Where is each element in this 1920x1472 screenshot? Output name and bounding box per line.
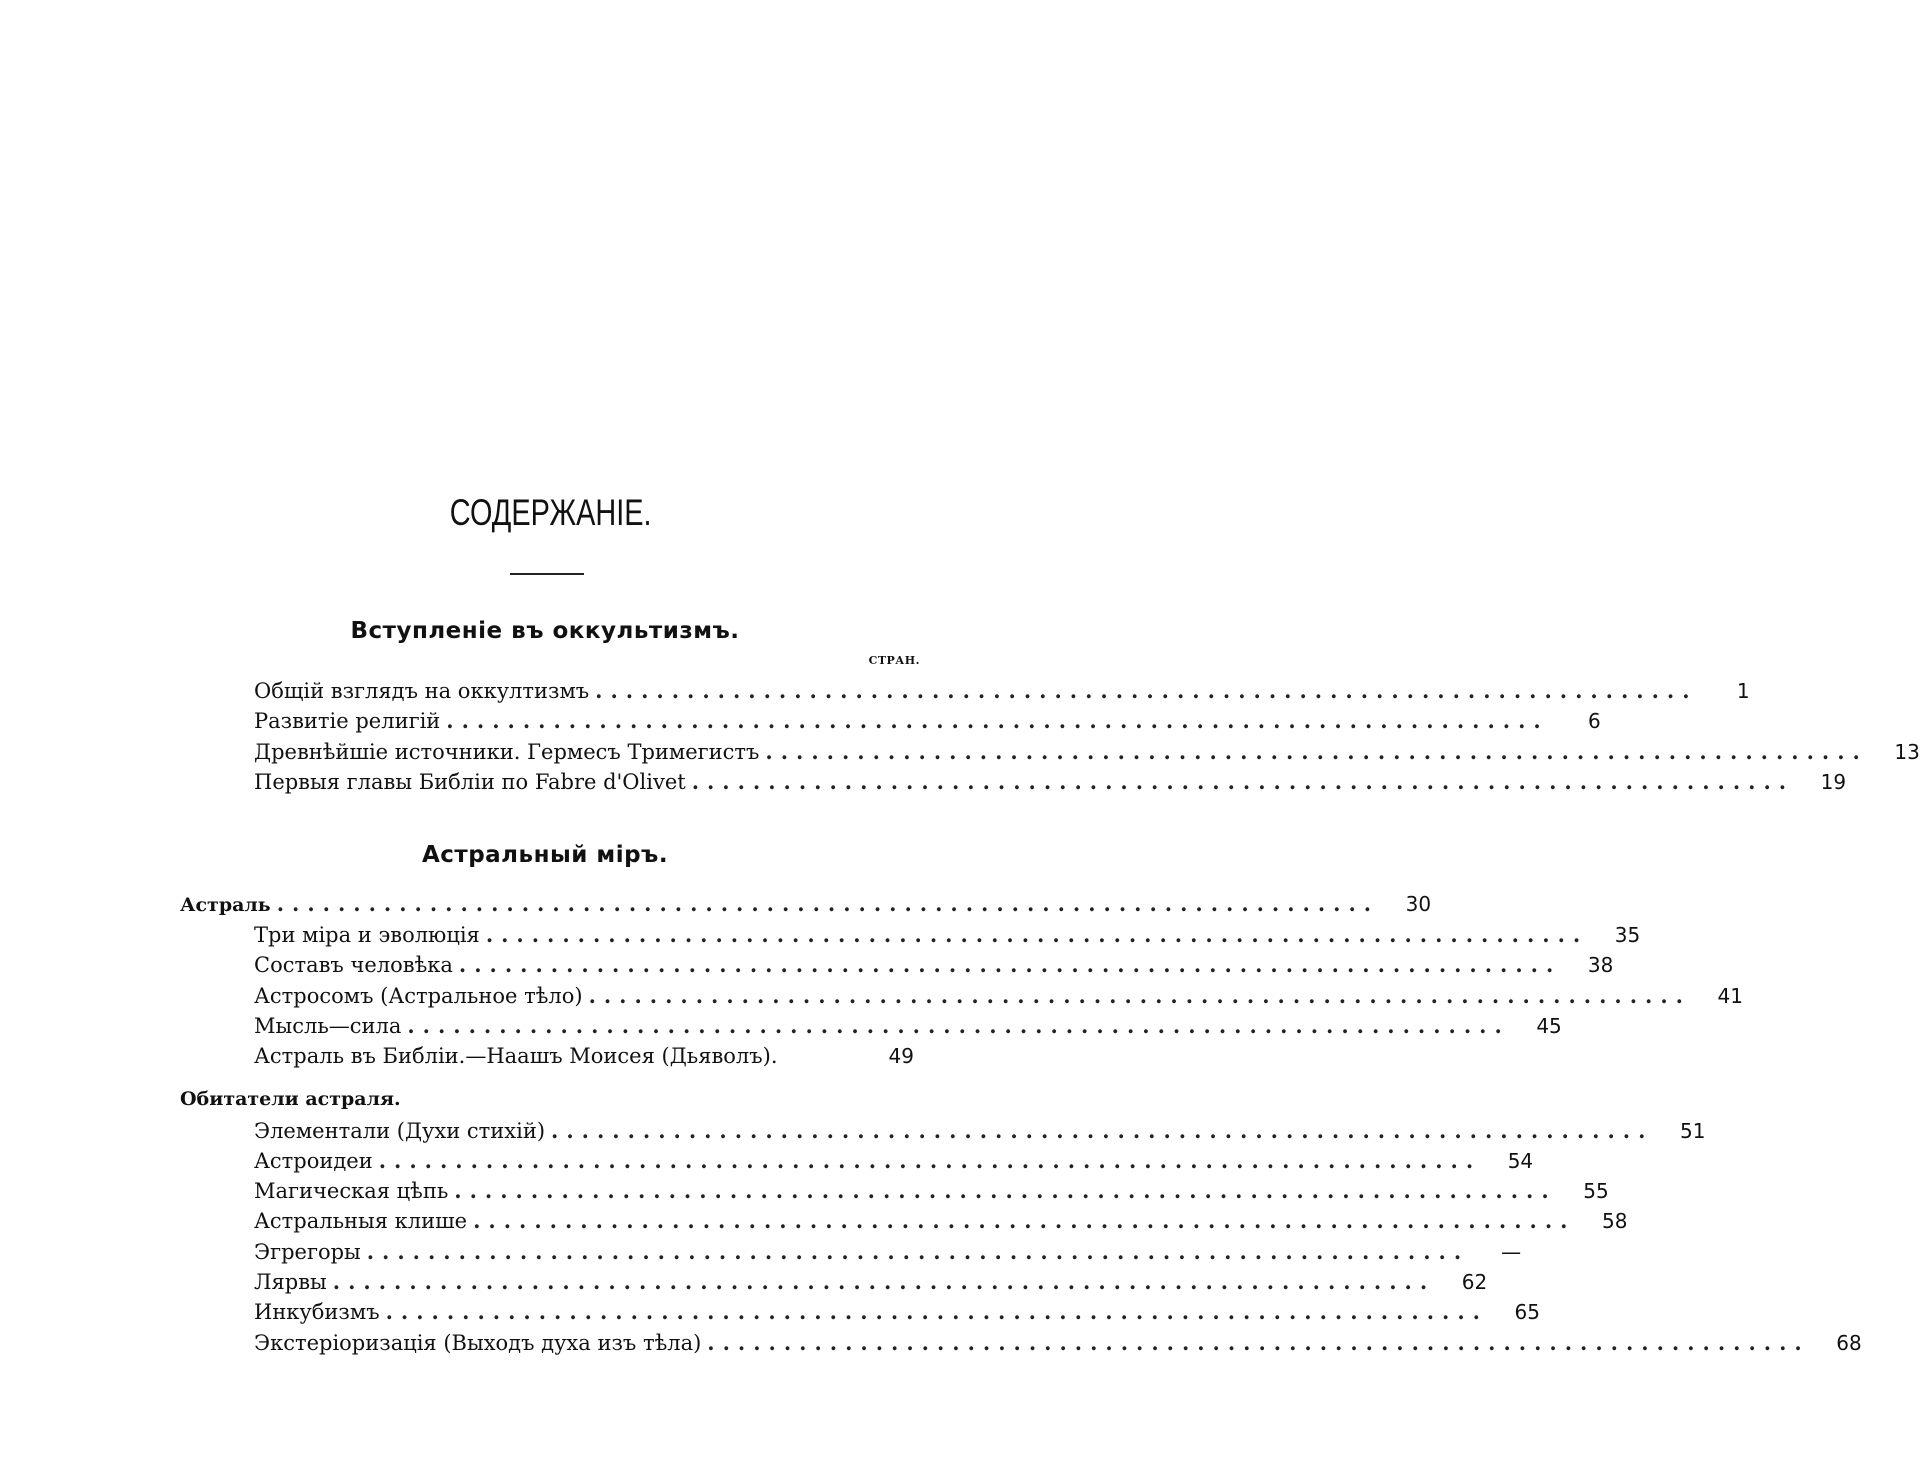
toc-entry[interactable] <box>254 1328 1862 1358</box>
dot-leader: ........................................................................ <box>385 1299 1488 1324</box>
dot-leader: ........................................................................ <box>707 1330 1810 1355</box>
toc-entry[interactable] <box>254 981 1743 1011</box>
page-column-label: СТРАН. <box>868 654 920 667</box>
page-title: СОДЕРЖАНІЕ. <box>449 492 652 533</box>
toc-entry-title: Общій взглядъ на оккултизмъ <box>254 679 590 703</box>
title-divider <box>510 573 584 575</box>
toc-group-entry[interactable] <box>180 889 1432 919</box>
toc-entry-page: 49 <box>888 1044 914 1068</box>
toc-entry-page: 65 <box>1514 1300 1540 1324</box>
toc-entry-page: 51 <box>1679 1119 1706 1143</box>
toc-entry-page: 68 <box>1836 1331 1862 1355</box>
toc-entry[interactable] <box>254 676 1750 706</box>
toc-entry-title: Лярвы <box>254 1270 327 1294</box>
toc-entry-page: 45 <box>1536 1014 1562 1038</box>
toc-entry-title: Развитіе религій <box>254 709 441 733</box>
toc-entry-title: Элементали (Духи стихій) <box>254 1119 546 1143</box>
toc-entry[interactable] <box>254 1011 1562 1041</box>
toc-entry[interactable] <box>254 767 1847 797</box>
dot-leader: ........................................................................ <box>485 922 1589 947</box>
dot-leader: ........................................................................ <box>595 678 1698 703</box>
dot-leader: ........................................................................ <box>378 1148 1482 1173</box>
toc-entry[interactable] <box>254 1146 1534 1176</box>
dot-leader: ........................................................................ <box>765 739 1868 764</box>
toc-entry[interactable] <box>254 1116 1706 1146</box>
toc-entry[interactable] <box>254 1297 1540 1327</box>
toc-entry-title: Первыя главы Библіи по Fabre d'Olivet <box>254 770 686 794</box>
toc-entry[interactable] <box>254 737 1920 767</box>
toc-entry-title: Эгрегоры <box>254 1240 361 1264</box>
toc-entry-title: Экстеріоризація (Выходъ духа изъ тѣла) <box>254 1331 702 1355</box>
dot-leader: ........................................................................ <box>551 1118 1654 1143</box>
toc-entry-page: — <box>1501 1240 1522 1264</box>
toc-group-title: Астраль <box>180 894 271 916</box>
toc-entry-title: Астральныя клише <box>254 1209 468 1233</box>
dot-leader: ........................................................................ <box>407 1013 1510 1038</box>
dot-leader: ........................................................................ <box>446 708 1549 733</box>
toc-entry-title: Три міра и эволюція <box>254 923 480 947</box>
dot-leader: ........................................................................ <box>588 983 1691 1008</box>
toc-entry-title: Астросомъ (Астральное тѣло) <box>254 984 583 1008</box>
dot-leader: ........................................................................ <box>454 1178 1557 1203</box>
dot-leader: ........................................................................ <box>332 1269 1436 1294</box>
toc-entry-page: 55 <box>1583 1179 1609 1203</box>
dot-leader: ........................................................................ <box>366 1239 1470 1264</box>
dot-leader: ........................................................................ <box>276 891 1380 916</box>
toc-entry[interactable] <box>254 1237 1522 1267</box>
toc-entry-page: 19 <box>1820 770 1847 794</box>
toc-group-heading[interactable]: Обитатели астраля. <box>180 1088 401 1110</box>
toc-entry-page: 13 <box>1894 740 1920 764</box>
toc-entry[interactable] <box>254 1267 1488 1297</box>
toc-entry-title: Астроидеи <box>254 1149 373 1173</box>
toc-entry-page: 54 <box>1507 1149 1534 1173</box>
toc-entry[interactable] <box>254 1176 1609 1206</box>
section-heading-astral-world: Астральный міръ. <box>421 842 669 868</box>
toc-entry[interactable] <box>254 706 1601 736</box>
dot-leader: ........................................................................ <box>458 952 1562 977</box>
dot-leader: ........................................................................ <box>473 1208 1576 1233</box>
toc-entry-page: 6 <box>1587 709 1601 733</box>
toc-entry-page: 1 <box>1736 679 1750 703</box>
toc-entry[interactable] <box>254 1206 1628 1236</box>
toc-entry[interactable] <box>254 950 1614 980</box>
toc-entry-title: Инкубизмъ <box>254 1300 380 1324</box>
toc-entry-title: Мысль—сила <box>254 1014 402 1038</box>
toc-entry-page: 35 <box>1614 923 1641 947</box>
toc-entry[interactable] <box>254 920 1641 950</box>
toc-entry-title: Древнѣйшіе источники. Гермесъ Тримегистъ <box>254 740 760 764</box>
toc-entry[interactable] <box>254 1041 914 1071</box>
toc-entry-page: 62 <box>1461 1270 1488 1294</box>
toc-entry-page: 58 <box>1602 1209 1628 1233</box>
section-heading-introduction: Вступленіе въ оккультизмъ. <box>350 618 740 644</box>
toc-entry-page: 41 <box>1717 984 1743 1008</box>
toc-entry-page: 30 <box>1405 892 1432 916</box>
toc-entry-title: Составъ человѣка <box>254 953 453 977</box>
toc-entry-title: Магическая цѣпь <box>254 1179 449 1203</box>
toc-entry-page: 38 <box>1587 953 1614 977</box>
dot-leader: ........................................................................ <box>691 769 1795 794</box>
toc-entry-title: Астраль въ Библіи.—Наашъ Моисея (Дьяволъ). <box>254 1044 778 1068</box>
